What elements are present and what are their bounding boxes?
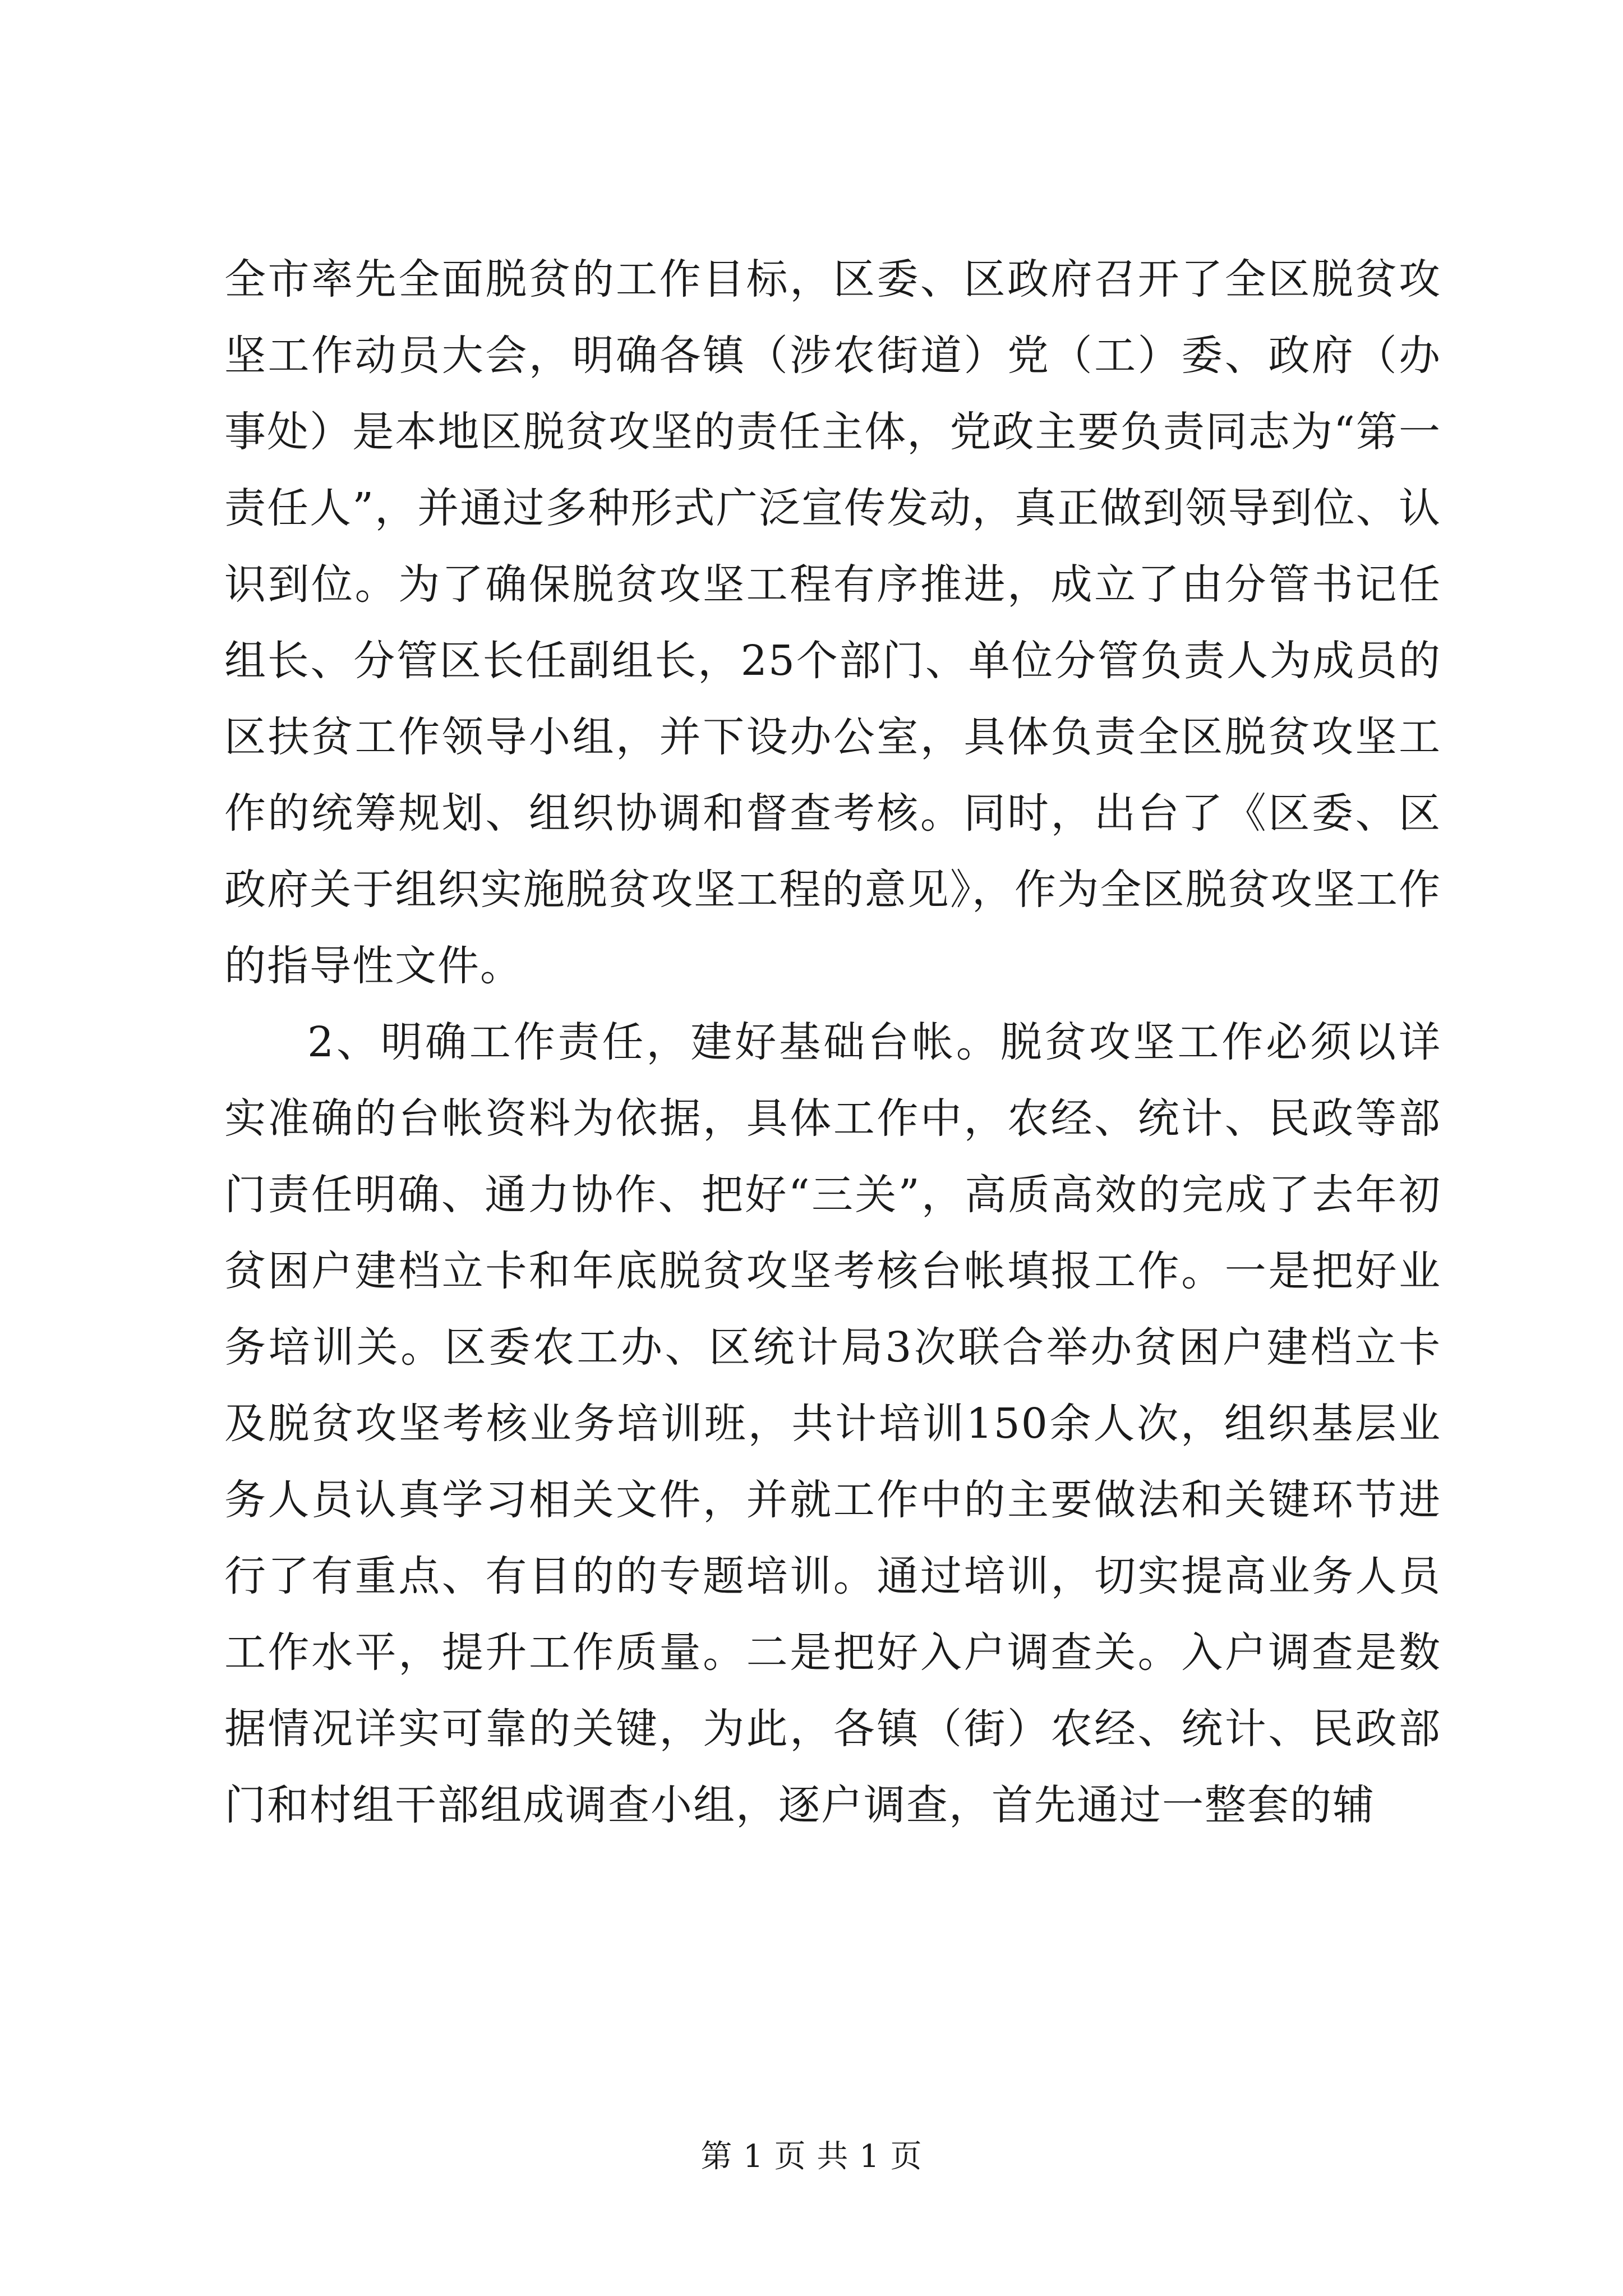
paragraph-2: 2、明确工作责任，建好基础台帐。脱贫攻坚工作必须以详实准确的台帐资料为依据，具体工作中，农经、统计、民政等部门责任明确、通力协作、把好“三关”，高质高效的完成了去年初贫困户建档立卡和年底脱贫攻坚考核台帐填报工作。一是把好业务培训关。区委农工办、区统计局3次联合举办贫困户建档立卡及脱贫攻坚考核业务培训班，共计培训150余人次，组织基层业务人员认真学习相关文件，并就工作中的主要做法和关键环节进行了有重点、有目的的专题培训。通过培训，切实提高业务人员工作水平，提升工作质量。二是把好入户调查关。入户调查是数据情况详实可靠的关键，为此，各镇（街）农经、统计、民政部门和村组干部组成调查小组，逐户调查，首先通过一整套的辅 — [224, 1018, 1441, 1829]
document-body — [224, 241, 1441, 1843]
page-footer: 第 1 页 共 1 页 — [700, 2138, 923, 2175]
paragraph-1: 全市率先全面脱贫的工作目标，区委、区政府召开了全区脱贫攻坚工作动员大会，明确各镇（涉农街道）党（工）委、政府（办事处）是本地区脱贫攻坚的责任主体，党政主要负责同志为“第一责任人”，并通过多种形式广泛宣传发动，真正做到领导到位、认识到位。为了确保脱贫攻坚工程有序推进，成立了由分管书记任组长、分管区长任副组长，25个部门、单位分管负责人为成员的区扶贫工作领导小组，并下设办公室，具体负责全区脱贫攻坚工作的统筹规划、组织协调和督查考核。同时，出台了《区委、区政府关于组织实施脱贫攻坚工程的意见》，作为全区脱贫攻坚工作的指导性文件。 — [224, 255, 1441, 990]
